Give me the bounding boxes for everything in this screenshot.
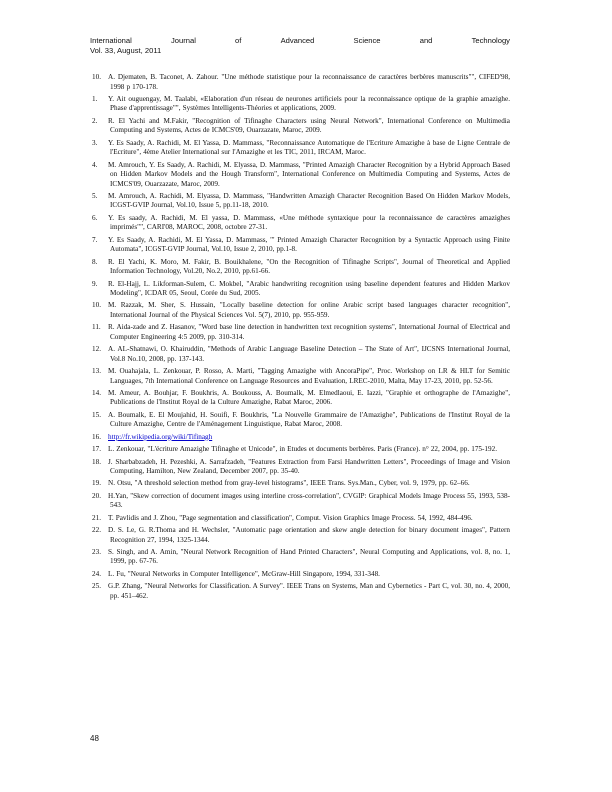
reference-text: L. Zenkouar, "L'écriture Amazighe Tifinaghe et Unicode", in Etudes et documents berbères. Paris (France). n° 22, 2004, pp. 175-192. <box>108 445 497 454</box>
reference-number: 1. <box>92 94 98 103</box>
reference-number: 10. <box>92 301 101 310</box>
reference-item <box>92 139 510 158</box>
reference-item <box>92 323 510 342</box>
reference-list <box>92 73 510 604</box>
reference-text: M. Razzak, M. Sher, S. Hussain, "Locally baseline detection for online Arabic script based languages character recognition", International Journal of the Physical Sciences Vol. 5(7), 2010, pp. 955-959. <box>108 301 510 319</box>
reference-text: G.P. Zhang, "Neural Networks for Classification. A Survey". IEEE Trans on Systems, Man and Cybernetics - Part C, vol. 30, no. 4, 2000, pp. 451–462. <box>108 582 510 600</box>
reference-item <box>92 526 510 545</box>
reference-number: 16. <box>92 432 101 441</box>
reference-number: 5. <box>92 191 98 200</box>
reference-item <box>92 258 510 277</box>
reference-item <box>92 236 510 255</box>
reference-number: 10. <box>92 73 101 81</box>
journal-title-word: and <box>419 36 433 45</box>
reference-item <box>92 492 510 511</box>
reference-text: M. Ouahajala, L. Zenkouar, P. Rosso, A. Marti, "Tagging Amazighe with AncoraPipe", Proc. Workshop on LR & HLT for Semitic Languages, 7th International Conference on Language Resources and Evaluation, LREC-2010, Malta, May 17-23, 2010, pp. 52-56. <box>108 367 510 385</box>
reference-text: A. AL-Shatnawi, O. Khairuddin, "Methods of Arabic Language Baseline Detection – The State of Art", IJCSNS International Journal, Vol.8 No.10, 2008, pp. 137-143. <box>108 345 510 363</box>
reference-item <box>92 367 510 386</box>
reference-number: 17. <box>92 445 101 454</box>
journal-title-word: International <box>90 36 132 45</box>
reference-item <box>92 161 510 190</box>
reference-item <box>92 95 510 114</box>
reference-number: 12. <box>92 345 101 354</box>
reference-item <box>92 582 510 601</box>
reference-number: 11. <box>92 323 101 332</box>
reference-item[interactable] <box>92 433 510 443</box>
reference-text: Y. Ait ouguengay, M. Taalabi, «Elaboration d'un réseau de neurones artificiels pour la reconnaissance optique de la graphie amazighe. Phase d'apprentissage"", Systèmes Intelligents-Théories et applications, 2009. <box>108 94 510 113</box>
journal-title-word: Advanced <box>280 36 315 45</box>
reference-item <box>92 479 510 489</box>
reference-item <box>92 548 510 567</box>
reference-number: 3. <box>92 138 98 147</box>
reference-text: R. Aida-zade and Z. Hasanov, "Word base line detection in handwritten text recognition systems", International Journal of Electrical and Computer Engineering 4:5 2009, pp. 310-314. <box>108 323 510 341</box>
reference-text: J. Sharbabzadeh, H. Pezeshki, A. Sarrafzadeh, "Features Extraction from Farsi Handwritten Letters", Proceedings of Image and Vision Computing, Hamilton, New Zealand, December 2007, pp. 35-40. <box>108 457 510 476</box>
reference-item <box>92 280 510 299</box>
reference-text: R. El Yachi, K. Moro, M. Fakir, B. Bouikhalene, "On the Recognition of Tifinaghe Scripts", Journal of Theoretical and Applied Information Technology, Vol.20, No.2, 2010, pp.61-66. <box>108 257 510 276</box>
reference-text: M. Amrouch, Y. Es Saady, A. Rachidi, M. Elyassa, D. Mammass, "Printed Amazigh Character Recognition by a Hybrid Approach Based on Hidden Markov Models and the Hough Transform", International Conference on Multimedia Computing and Systems, Actes de ICMCS'09, Ouarzazate, Maroc, 2009. <box>108 160 510 188</box>
reference-number: 9. <box>92 279 98 288</box>
reference-text: L. Fu, "Neural Networks in Computer Intelligence", McGraw-Hill Singapore, 1994, 331-348. <box>108 569 380 578</box>
reference-text: Y. Es Saady, A. Rachidi, M. El Yassa, D. Mammass, "' Printed Amazigh Character Recognition by a Syntactic Approach using Finite Automata", ICGST-GVIP Journal, Vol.10, Issue 2, 2010, pp.1-8. <box>108 235 510 254</box>
reference-item <box>92 458 510 477</box>
reference-item <box>92 570 510 580</box>
reference-number: 13. <box>92 367 101 376</box>
journal-title-word: Technology <box>471 36 510 45</box>
reference-text: D. S. Le, G. R.Thoma and H. Wechsler, "Automatic page orientation and skew angle detection for binary document images", Pattern Recognition 27, 1994, 1325-1344. <box>108 526 510 544</box>
reference-item <box>92 301 510 320</box>
reference-link[interactable]: http://fr.wikipedia.org/wiki/Tifinagh <box>108 432 213 441</box>
reference-number: 2. <box>92 116 98 125</box>
reference-text: N. Otsu, "A threshold selection method from gray-level histograms", IEEE Trans. Sys.Man., Cyber, vol. 9, 1979, pp. 62–66. <box>108 479 470 488</box>
reference-number: 4. <box>92 160 98 169</box>
reference-text: S. Singh, and A. Amin, "Neural Network Recognition of Hand Printed Characters", Neural Computing and Applications, vol. 8, no. 1, 1999, pp. 67-76. <box>108 547 510 566</box>
reference-text: R. El-Hajj, L. Likforman-Sulem, C. Mokbel, "Arabic handwriting recognition using baseline dependent features and Hidden Markov Modeling", ICDAR 05, Seoul, Corée du Sud, 2005. <box>108 279 510 298</box>
reference-text: Y. Es Saady, A. Rachidi, M. El Yassa, D. Mammass, "Reconnaissance Automatique de l'Ecriture Amazighe à base de Ligne Centrale de l'Ecriture", 4ème Atelier International sur l'Amazighe et les TIC, 2011, IRCAM, Maroc. <box>108 138 510 157</box>
reference-number: 19. <box>92 479 101 488</box>
reference-text: A. Boumalk, E. El Moujahid, H. Souifi, F. Boukhris, "La Nouvelle Grammaire de l'Amazighe", Publications de l'Institut Royal de la Culture Amazighe, Centre de l'Aménagement Linguistique, Rabat Maroc, 2008. <box>108 410 510 429</box>
journal-title-word: Journal <box>170 36 196 45</box>
reference-item <box>92 117 510 136</box>
running-header <box>90 36 510 55</box>
reference-number: 7. <box>92 235 98 244</box>
reference-text: M. Ameur, A. Bouhjar, F. Boukhris, A. Boukouss, A. Boumalk, M. Elmedlaoui, E. Iazzi, "Graphie et orthographe de l'Amazighe", Publications de l'Institut Royal de la Culture Amazighe, Rabat Maroc, 2006. <box>108 388 510 407</box>
page-number: 48 <box>90 734 99 743</box>
reference-item <box>92 73 510 92</box>
reference-number: 14. <box>92 388 101 397</box>
reference-number: 6. <box>92 213 98 222</box>
reference-text: A. Djematen, B. Taconet, A. Zahour. "Une méthode statistique pour la reconnaissance de caractères berbères manuscrits"", CIFED'98, 1998 p 170-178. <box>108 73 510 91</box>
reference-item <box>92 389 510 408</box>
reference-number: 22. <box>92 526 101 535</box>
reference-text: T. Pavlidis and J. Zhou, "Page segmentation and classification", Comput. Vision Graphics Image Process. 54, 1992, 484-496. <box>108 513 473 522</box>
reference-number: 23. <box>92 547 101 556</box>
reference-text: R. El Yachi and M.Fakir, "Recognition of Tifinaghe Characters using Neural Network", International Conference on Multimedia Computing and Systems, Actes de ICMCS'09, Ouarzazate, Maroc, 2009. <box>108 116 510 135</box>
reference-text: M. Amrouch, A. Rachidi, M. Elyassa, D. Mammass, "Handwritten Amazigh Character Recognition Based On Hidden Markov Models, ICGST-GVIP Journal, Vol.10, Issue 5, pp.11-18, 2010. <box>108 191 510 210</box>
journal-title-word: of <box>235 36 242 45</box>
reference-number: 25. <box>92 582 101 591</box>
reference-item <box>92 445 510 455</box>
reference-number: 8. <box>92 257 98 266</box>
reference-number: 21. <box>92 513 101 522</box>
reference-item <box>92 345 510 364</box>
volume-line: Vol. 33, August, 2011 <box>90 45 162 55</box>
reference-number: 15. <box>92 410 101 419</box>
reference-number: 18. <box>92 457 101 466</box>
reference-item <box>92 411 510 430</box>
reference-item <box>92 214 510 233</box>
reference-text: H.Yan, "Skew correction of document images using interline cross-correlation", CVGIP: Graphical Models Image Process 55, 1993, 538-543. <box>108 491 510 510</box>
reference-item <box>92 514 510 524</box>
journal-title-word: Science <box>353 36 381 45</box>
reference-number: 24. <box>92 569 101 578</box>
reference-number: 20. <box>92 491 101 500</box>
reference-item <box>92 192 510 211</box>
reference-text: Y. Es saady, A. Rachidi, M. El yassa, D. Mammass, «Une méthode syntaxique pour la reconnaissance de caractères amazighes imprimés"", CARI'08, MAROC, 2008, octobre 27-31. <box>108 213 510 232</box>
journal-title <box>90 36 510 46</box>
